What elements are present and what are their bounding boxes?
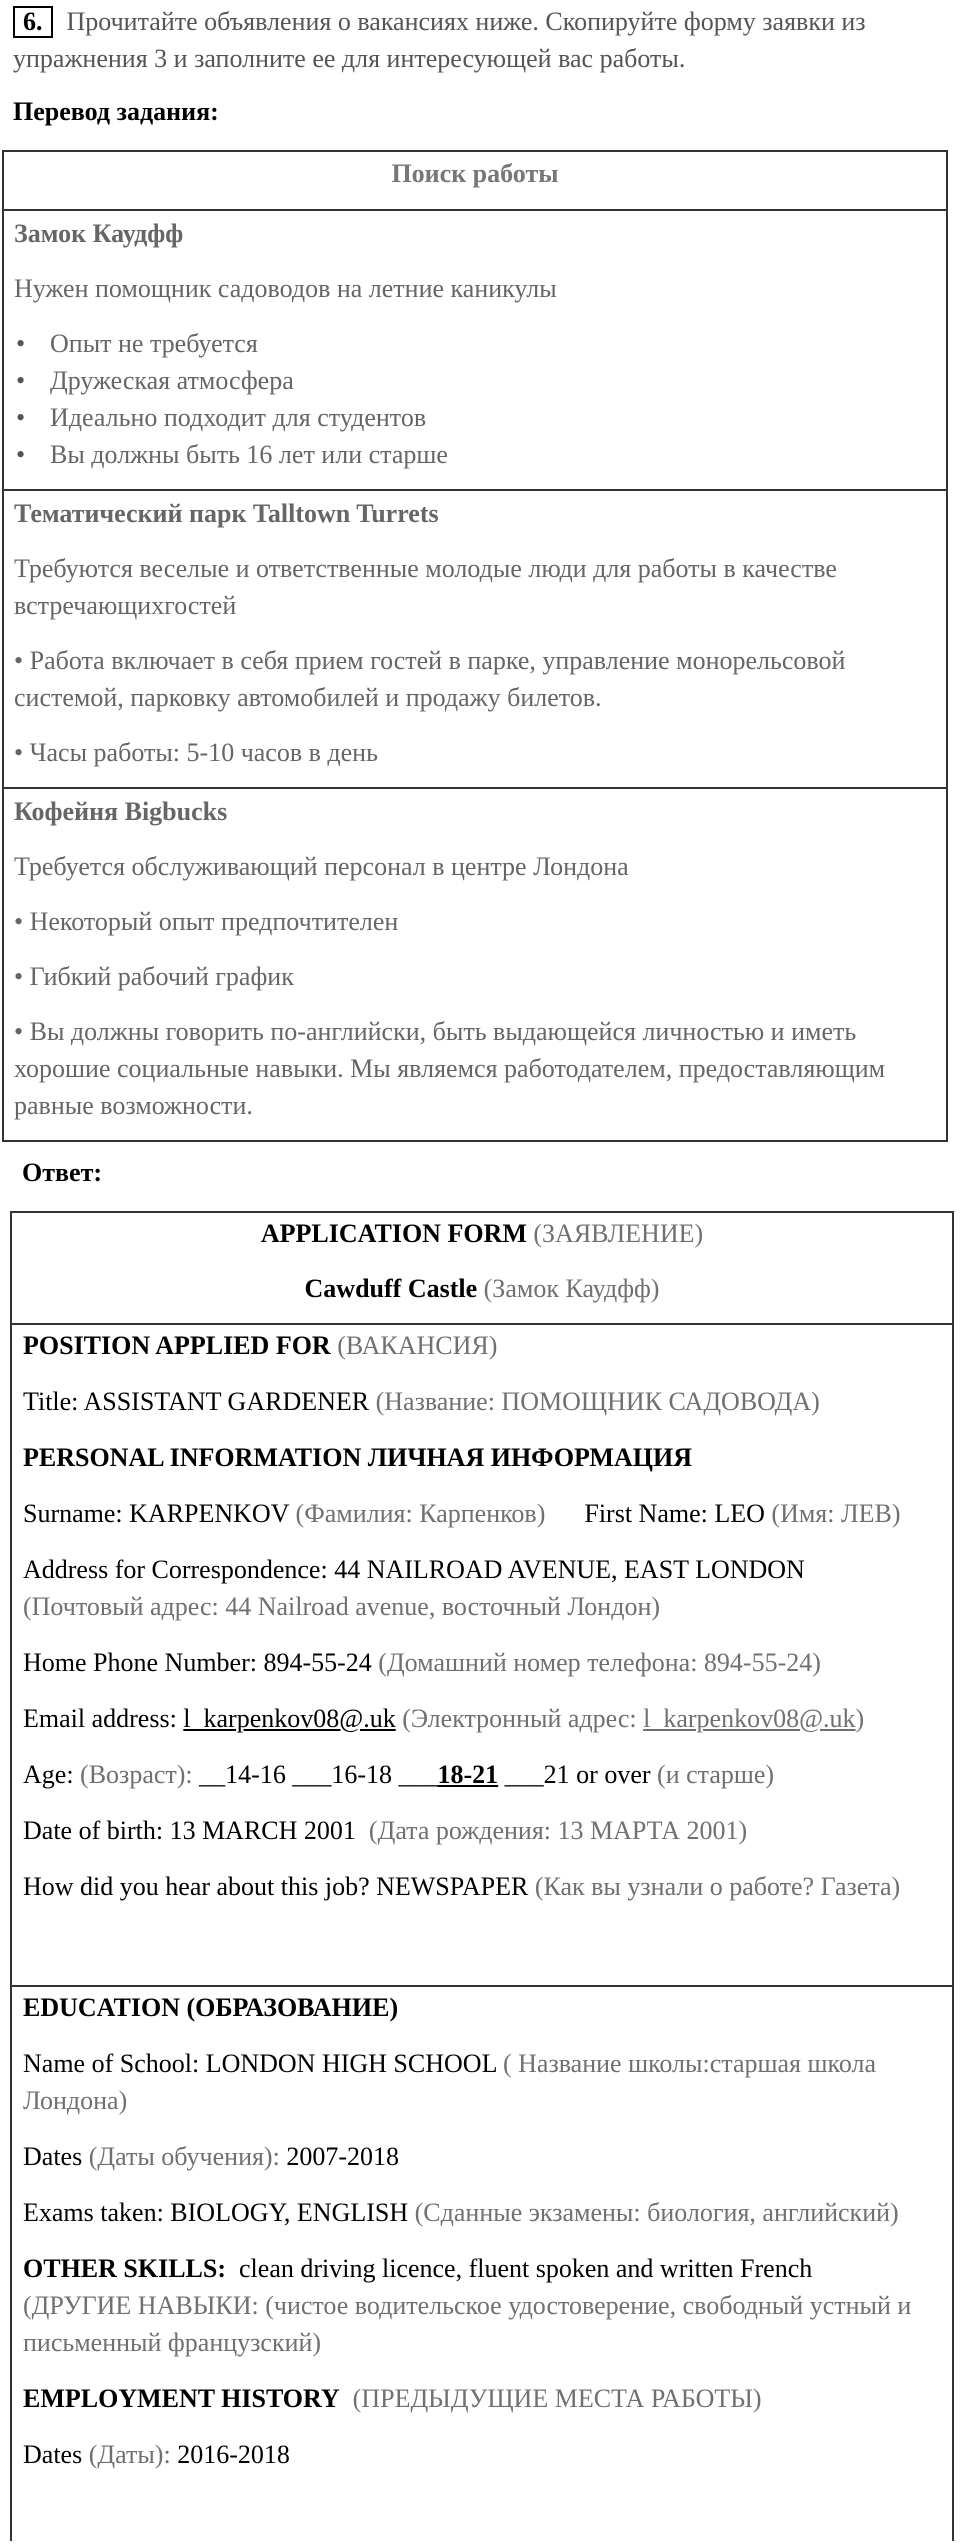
exams-field: Exams taken: BIOLOGY, ENGLISH — [23, 2198, 409, 2227]
dates-label: Dates — [23, 2142, 83, 2171]
skills-heading: OTHER SKILLS: — [23, 2254, 227, 2283]
form-header — [12, 1213, 952, 1323]
email-link[interactable]: l_karpenkov08@.uk — [183, 1704, 396, 1733]
job-description: Требуются веселые и ответственные молодые люди для работы в качестве встречающихгостей — [14, 554, 837, 620]
age-option: ___16-18 — [292, 1760, 392, 1789]
employment-heading-translation: (ПРЕДЫДУЩИЕ МЕСТА РАБОТЫ) — [352, 2384, 762, 2413]
age-field — [23, 1756, 941, 1793]
form-place: Cawduff Castle — [304, 1274, 478, 1303]
email-translation-label: (Электронный адрес: — [402, 1704, 637, 1733]
answer-label: Ответ: — [22, 1158, 103, 1187]
job-description: Нужен помощник садоводов на летние каникулы — [14, 274, 557, 303]
employment-dates-label: Dates — [23, 2440, 83, 2469]
age-translation: (Возраст): — [80, 1760, 193, 1789]
dates-value: 2007-2018 — [286, 2142, 399, 2171]
personal-heading: PERSONAL INFORMATION ЛИЧНАЯ ИНФОРМАЦИЯ — [23, 1443, 692, 1472]
dates-translation: (Даты обучения): — [88, 2142, 280, 2171]
age-option: __14-16 — [199, 1760, 286, 1789]
application-form — [10, 1211, 954, 2541]
list-item: • Дружеская атмосфера — [14, 362, 936, 399]
form-place-translation: (Замок Каудфф) — [483, 1274, 660, 1303]
age-option-selected: 18-21 — [437, 1760, 499, 1789]
source-field: How did you hear about this job? NEWSPAPER — [23, 1872, 529, 1901]
source-translation: (Как вы узнали о работе? Газета) — [534, 1872, 901, 1901]
form-title: APPLICATION FORM — [260, 1219, 527, 1248]
email-label: Email address: — [23, 1704, 177, 1733]
job-description: Требуется обслуживающий персонал в центре Лондона — [14, 852, 629, 881]
job-ad-castle — [4, 209, 946, 489]
skills-value: clean driving licence, fluent spoken and written French — [239, 2254, 813, 2283]
list-item: • Гибкий рабочий график — [14, 962, 294, 991]
list-item: • Опыт не требуется — [14, 325, 936, 362]
list-item: • Часы работы: 5-10 часов в день — [14, 738, 378, 767]
job-name: Замок Каудфф — [14, 219, 184, 248]
first-name-translation: (Имя: ЛЕВ) — [771, 1499, 901, 1528]
job-ads-table — [2, 150, 948, 1142]
position-title: Title: ASSISTANT GARDENER — [23, 1387, 370, 1416]
first-name-field: First Name: LEO — [584, 1499, 765, 1528]
job-ads-title: Поиск работы — [391, 159, 559, 188]
surname-translation: (Фамилия: Карпенков) — [295, 1499, 546, 1528]
skills-translation: (ДРУГИЕ НАВЫКИ: (чистое водительское удостоверение, свободный устный и письменный французский) — [23, 2291, 912, 2357]
task-number: 6. — [13, 6, 53, 38]
phone-translation: (Домашний номер телефона: 894-55-24) — [378, 1648, 821, 1677]
age-option-blank: ___ — [398, 1760, 438, 1789]
job-name: Кофейня Bigbucks — [14, 797, 228, 826]
address-translation: (Почтовый адрес: 44 Nailroad avenue, восточный Лондон) — [23, 1592, 661, 1621]
surname-field: Surname: KARPENKOV — [23, 1499, 290, 1528]
school-translation: ( Название школы:старшая школа Лондона) — [23, 2049, 877, 2115]
position-heading: POSITION APPLIED FOR — [23, 1331, 331, 1360]
list-item: • Вы должны быть 16 лет или старше — [14, 436, 936, 473]
form-title-translation: (ЗАЯВЛЕНИЕ) — [533, 1219, 704, 1248]
job-ad-coffee — [4, 787, 946, 1140]
position-heading-translation: (ВАКАНСИЯ) — [337, 1331, 498, 1360]
job-name: Тематический парк Talltown Turrets — [14, 499, 439, 528]
school-field: Name of School: LONDON HIGH SCHOOL — [23, 2049, 497, 2078]
position-title-translation: (Название: ПОМОЩНИК САДОВОДА) — [375, 1387, 820, 1416]
dob-field: Date of birth: 13 MARCH 2001 — [23, 1816, 356, 1845]
position-personal-section — [12, 1323, 952, 1985]
dob-translation: (Дата рождения: 13 МАРТА 2001) — [368, 1816, 748, 1845]
exams-translation: (Сданные экзамены: биология, английский) — [414, 2198, 899, 2227]
employment-dates-translation: (Даты): — [88, 2440, 171, 2469]
list-item: • Некоторый опыт предпочтителен — [14, 907, 399, 936]
list-item: • Работа включает в себя прием гостей в парке, управление монорельсовой системой, парковку автомобилей и продажу билетов. — [14, 646, 846, 712]
translation-label: Перевод задания: — [13, 97, 219, 126]
education-section — [12, 1985, 952, 2545]
employment-heading: EMPLOYMENT HISTORY — [23, 2384, 340, 2413]
list-item: • Вы должны говорить по-английски, быть выдающейся личностью и иметь хорошие социальные навыки. Мы являемся работодателем, предоставляющим равные возможности. — [14, 1017, 886, 1120]
education-heading: EDUCATION (ОБРАЗОВАНИЕ) — [23, 1993, 399, 2022]
age-option-translation: (и старше) — [657, 1760, 775, 1789]
task-statement — [13, 3, 948, 77]
task-text: Прочитайте объявления о вакансиях ниже. Скопируйте форму заявки из упражнения 3 и заполните ее для интересующей вас работы. — [13, 7, 866, 73]
job-ad-park — [4, 489, 946, 787]
employment-dates-value: 2016-2018 — [177, 2440, 290, 2469]
list-item: • Идеально подходит для студентов — [14, 399, 936, 436]
email-translation-close: ) — [855, 1704, 865, 1733]
email-link-translation[interactable]: l_karpenkov08@.uk — [643, 1704, 856, 1733]
phone-field: Home Phone Number: 894-55-24 — [23, 1648, 372, 1677]
age-label: Age: — [23, 1760, 74, 1789]
address-field: Address for Correspondence: 44 NAILROAD AVENUE, EAST LONDON — [23, 1555, 805, 1584]
age-option: ___21 or over — [504, 1760, 651, 1789]
